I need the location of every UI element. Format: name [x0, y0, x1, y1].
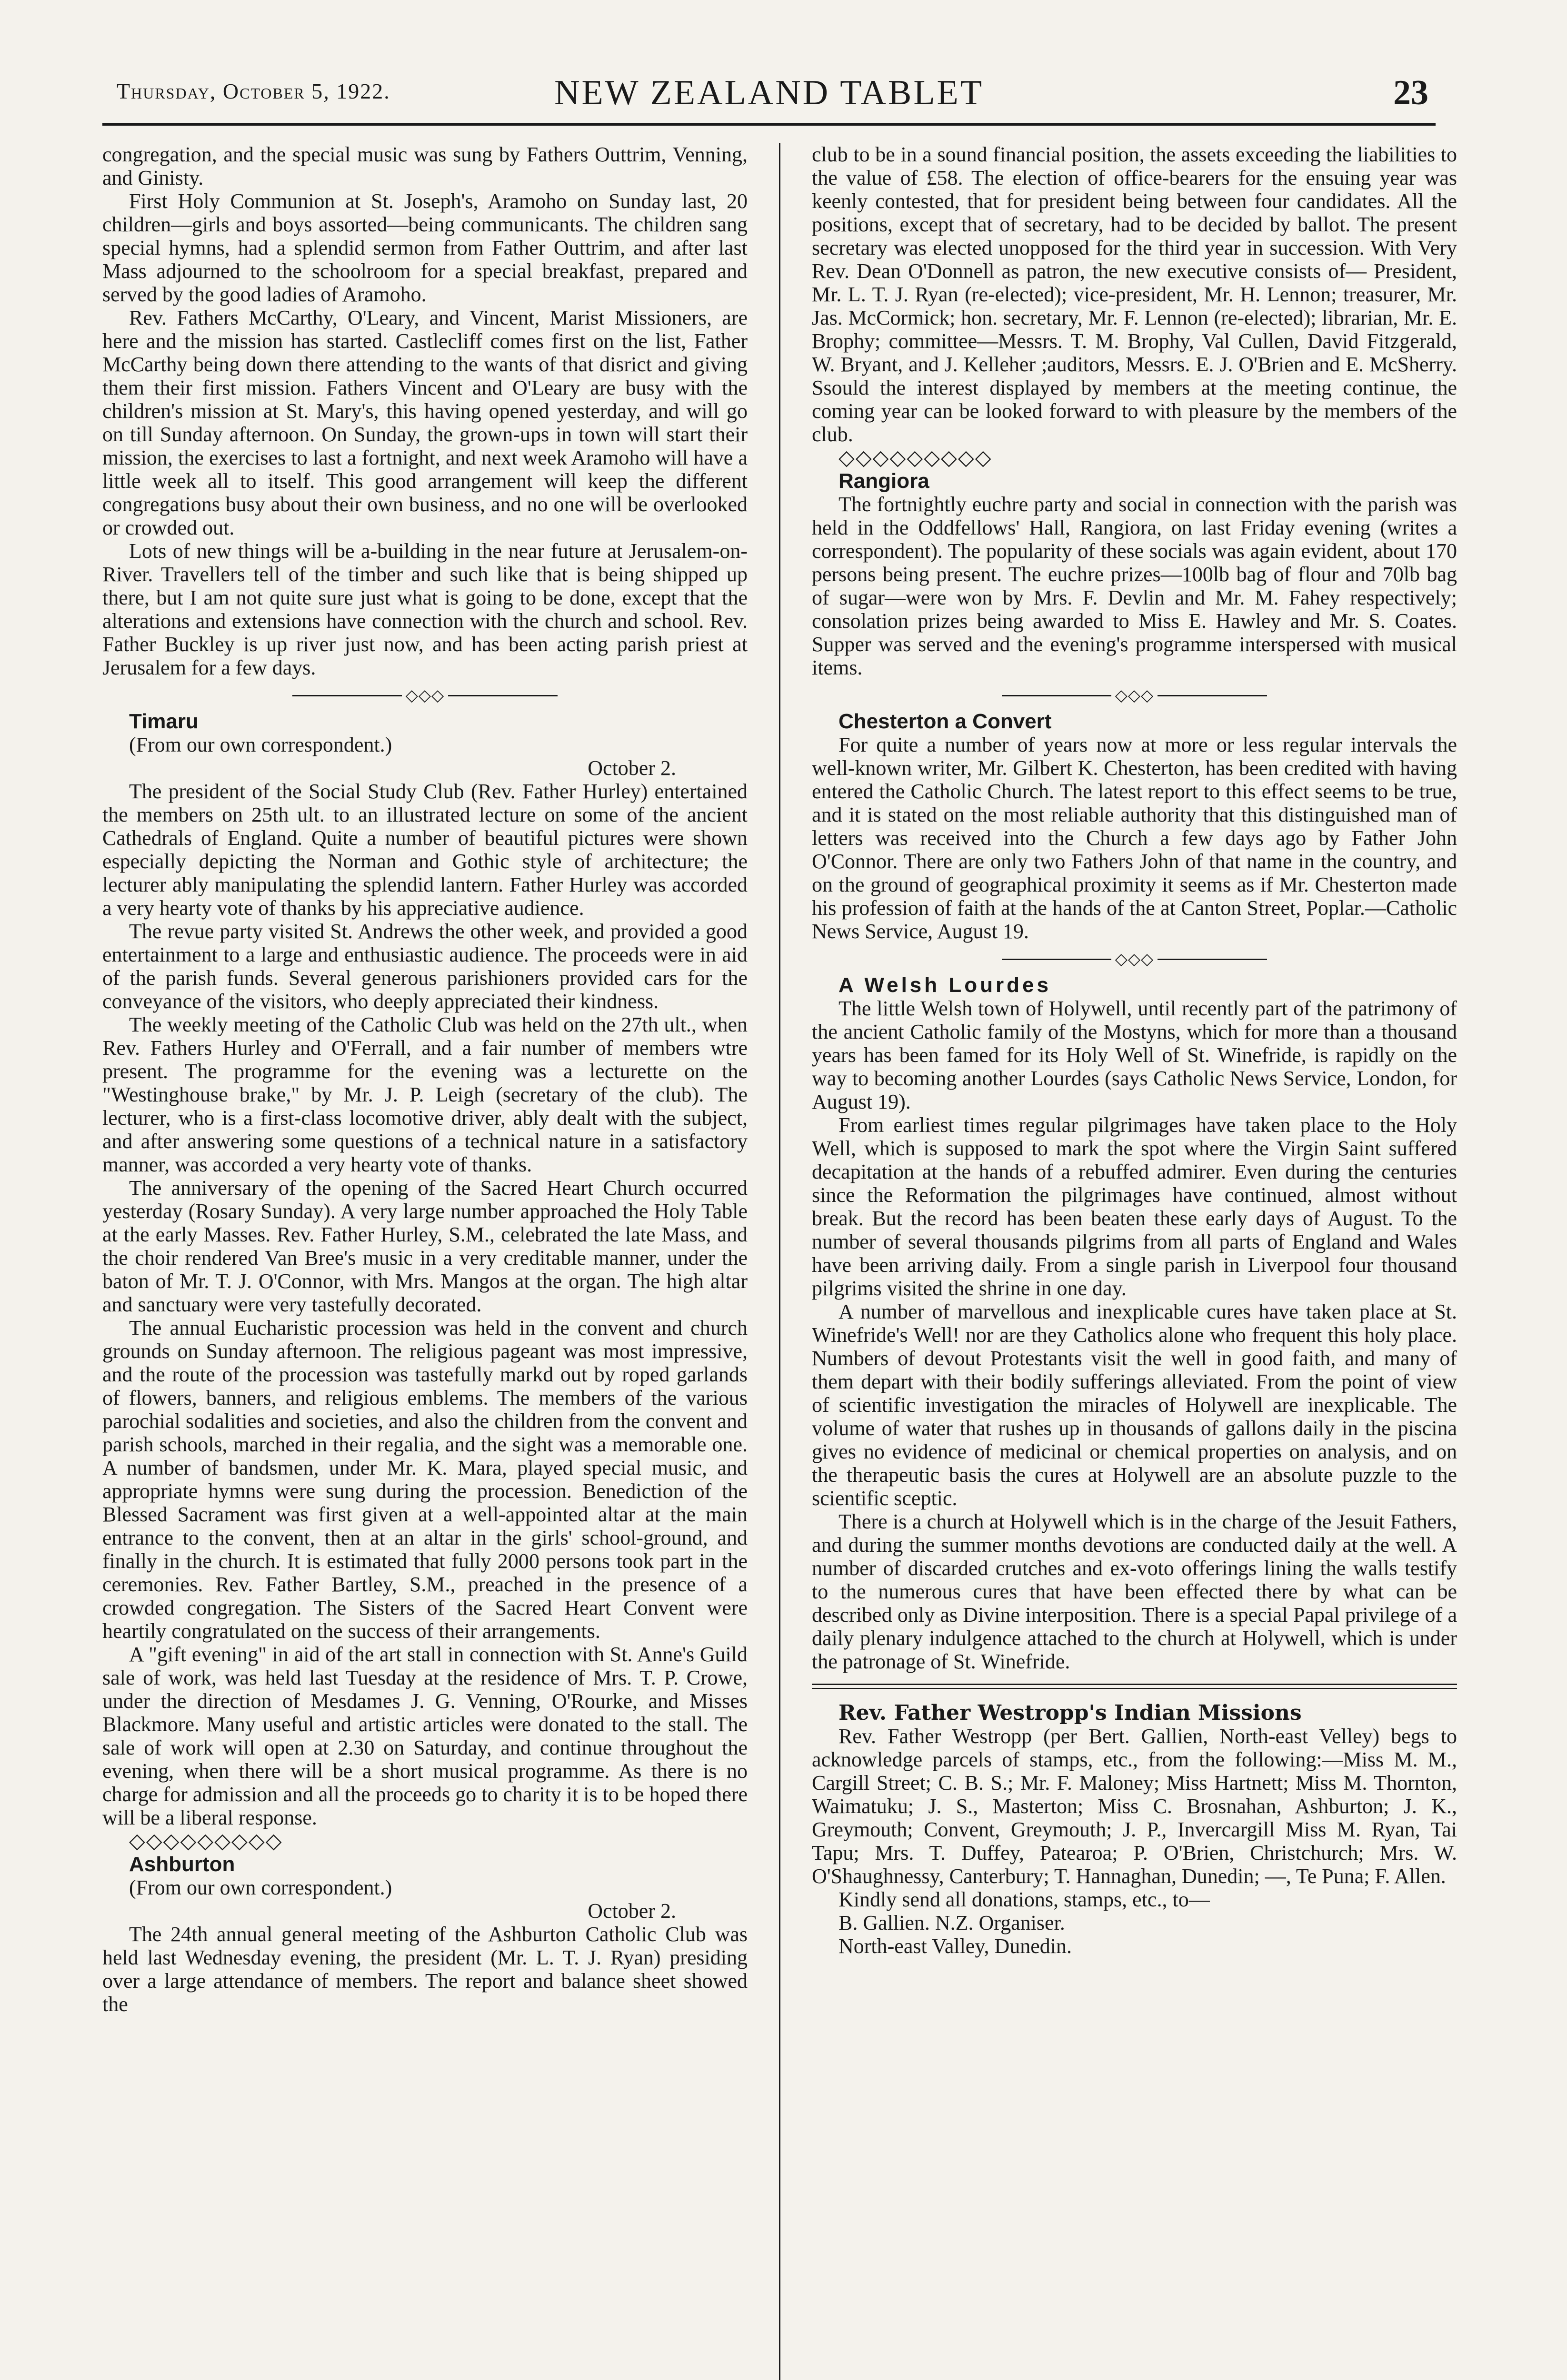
- separator-ornament: ◇◇◇◇◇◇◇◇◇: [838, 446, 992, 469]
- signature: B. Gallien. N.Z. Organiser.: [838, 1911, 1065, 1934]
- section-heading-ashburton: Ashburton: [129, 1853, 235, 1876]
- header-rule: [102, 123, 1436, 126]
- section-heading-chesterton: Chesterton a Convert: [838, 710, 1052, 733]
- left-column: [102, 143, 748, 2016]
- article-paragraph: The weekly meeting of the Catholic Club was held on the 27th ult., when Rev. Fathers Hurley and O'Ferrall, and a fair number of members wtre present. The programme for the evening was a lecturette on the "Westinghouse brake," by Mr. J. P. Leigh (secretary of the club). The lecturer, who is a first-class locomotive driver, ably dealt with the subject, and after answering some questions of a technical nature in a satisfactory manner, was accorded a very hearty vote of thanks.: [102, 1013, 748, 1176]
- correspondent-line: (From our own correspondent.): [129, 733, 392, 756]
- separator-ornament: ◇◇◇: [405, 687, 445, 704]
- dateline: October 2.: [588, 756, 676, 780]
- article-paragraph: For quite a number of years now at more or less regular intervals the well-known writer, Mr. Gilbert K. Chesterton, has been credited with having entered the Catholic Church. The latest report to this effect seems to be true, and it is stated on the most reliable authority that this distinguished man of letters was received into the Church a few days ago by Father John O'Connor. There are only two Fathers John of that name in the country, and on the ground of geographical proximity it seems as if Mr. Chesterton made his profession of faith at the hands of the at Canton Street, Poplar.—Catholic News Service, August 19.: [812, 733, 1457, 943]
- article-paragraph: The little Welsh town of Holywell, until recently part of the patrimony of the ancient Catholic family of the Mostyns, which for more than a thousand years has been famed for its Holy Well of St. Winefride, is rapidly on the way to becoming another Lourdes (says Catholic News Service, London, for August 19).: [812, 997, 1457, 1113]
- article-paragraph: Kindly send all donations, stamps, etc., to—: [838, 1888, 1210, 1911]
- article-paragraph: The fortnightly euchre party and social in connection with the parish was held in the Oddfellows' Hall, Rangiora, on last Friday evening (writes a correspondent). The popularity of these socials was again evident, about 170 persons being present. The euchre prizes—100lb bag of flour and 70lb bag of sugar—were won by Mrs. F. Devlin and Mr. M. Fahey respectively; consolation prizes being awarded to Miss E. Hawley and Mr. S. Coates. Supper was served and the evening's programme interspersed with musical items.: [812, 493, 1457, 679]
- page-number: 23: [1393, 73, 1428, 112]
- separator-ornament: ◇◇◇: [1115, 687, 1154, 704]
- article-paragraph: A "gift evening" in aid of the art stall in connection with St. Anne's Guild sale of work, was held last Tuesday at the residence of Mrs. T. P. Crowe, under the direction of Mesdames J. G. Venning, O'Rourke, and Misses Blackmore. Many useful and artistic articles were donated to the stall. The sale of work will open at 2.30 on Saturday, and continue throughout the evening, when there will be a short musical programme. As there is no charge for admission and all the proceeds go to charity it is to be hoped there will be a liberal response.: [102, 1643, 748, 1829]
- article-paragraph: The 24th annual general meeting of the Ashburton Catholic Club was held last Wednesday evening, the president (Mr. L. T. J. Ryan) presiding over a large attendance of members. The report and balance sheet showed the: [102, 1923, 748, 2016]
- article-paragraph: A number of marvellous and inexplicable cures have taken place at St. Winefride's Well! nor are they Catholics alone who frequent this holy place. Numbers of devout Protestants visit the well in good faith, and many of them depart with their bodily sufferings alleviated. From the point of view of scientific investigation the miracles of Holywell are inexplicable. The volume of water that rushes up in thousands of gallons daily in the piscina gives no evidence of medicinal or chemical properties on analysis, and on the therapeutic basis the cures at Holywell are an absolute puzzle to the scientific sceptic.: [812, 1300, 1457, 1510]
- page-header: [102, 69, 1436, 121]
- box-rule: [812, 1688, 1457, 1689]
- section-separator: [812, 686, 1457, 705]
- separator-ornament: ◇◇◇: [1115, 951, 1154, 968]
- article-paragraph: There is a church at Holywell which is in the charge of the Jesuit Fathers, and during the summer months devotions are conducted daily at the well. A number of discarded crutches and ex-voto offerings lining the walls testify to the numerous cures that have been effected there by what can be described only as Divine interposition. There is a special Papal privilege of a daily plenary indulgence attached to the church at Holywell, which is under the patronage of St. Winefride.: [812, 1510, 1457, 1673]
- article-paragraph: Rev. Fathers McCarthy, O'Leary, and Vincent, Marist Missioners, are here and the mission has started. Castlecliff comes first on the list, Father McCarthy being down there attending to the wants of that disrict and giving them their first mission. Fathers Vincent and O'Leary are busy with the children's mission at St. Mary's, this having opened yesterday, and will go on till Sunday afternoon. On Sunday, the grown-ups in town will start their mission, the exercises to last a fortnight, and next week Aramoho will have a little week all to itself. This good arrangement will keep the different congregations busy about their own business, and no one will be overlooked or crowded out.: [102, 306, 748, 539]
- article-paragraph: Rev. Father Westropp (per Bert. Gallien, North-east Velley) begs to acknowledge parcels of stamps, etc., from the following:—Miss M. M., Cargill Street; C. B. S.; Mr. F. Maloney; Miss Hartnett; Miss M. Thornton, Waimatuku; J. S., Masterton; Miss C. Brosnahan, Ashburton; J. K., Greymouth; Convent, Greymouth; J. P., Invercargill Miss M. Ryan, Tai Tapu; Mrs. T. Duffey, Patearoa; P. O'Brien, Christchurch; Mrs. W. O'Shaughnessy, Canterbury; T. Hannaghan, Dunedin; —, Te Puna; F. Allen.: [812, 1725, 1457, 1888]
- section-heading-indian-missions: Rev. Father Westropp's Indian Missions: [838, 1701, 1302, 1725]
- header-date: Thursday, October 5, 1922.: [117, 79, 390, 103]
- signature-address: North-east Valley, Dunedin.: [838, 1934, 1072, 1958]
- section-heading-rangiora: Rangiora: [838, 469, 929, 493]
- box-rule: [812, 1684, 1457, 1685]
- section-heading-welsh-lourdes: A Welsh Lourdes: [838, 973, 1051, 997]
- separator-ornament: ◇◇◇◇◇◇◇◇◇: [129, 1829, 283, 1853]
- article-paragraph: Lots of new things will be a-building in the near future at Jerusalem-on-River. Travellers tell of the timber and such like that is being shipped up there, but I am not quite sure just what is going to be done, except that the alterations and extensions have connection with the church and school. Rev. Father Buckley is up river just now, and has been acting parish priest at Jerusalem for a few days.: [102, 539, 748, 679]
- dateline: October 2.: [588, 1899, 676, 1923]
- section-separator: [812, 950, 1457, 969]
- article-paragraph: The annual Eucharistic procession was held in the convent and church grounds on Sunday afternoon. The religious pageant was most impressive, and the route of the procession was tastefully markd out by roped garlands of flowers, banners, and religious emblems. The members of the various parochial sodalities and societies, and also the children from the convent and parish schools, marched in their regalia, and the sight was a memorable one. A number of bandsmen, under Mr. K. Mara, played special music, and appropriate hymns were sung during the procession. Benediction of the Blessed Sacrament was first given at a well-appointed altar at the main entrance to the convent, then at an altar in the girls' school-ground, and finally in the church. It is estimated that fully 2000 persons took part in the ceremonies. Rev. Father Bartley, S.M., preached in the presence of a crowded congregation. The Sisters of the Sacred Heart Convent were heartily congratulated on the success of their arrangements.: [102, 1316, 748, 1643]
- header-title: NEW ZEALAND TABLET: [554, 73, 984, 112]
- article-paragraph: The anniversary of the opening of the Sacred Heart Church occurred yesterday (Rosary Sunday). A very large number approached the Holy Table at the early Masses. Rev. Father Hurley, S.M., celebrated the late Mass, and the choir rendered Van Bree's music in a very creditable manner, under the baton of Mr. T. J. O'Connor, with Mrs. Mangos at the organ. The high altar and sanctuary were very tastefully decorated.: [102, 1176, 748, 1316]
- article-paragraph: congregation, and the special music was sung by Fathers Outtrim, Venning, and Ginisty.: [102, 143, 748, 189]
- article-paragraph: club to be in a sound financial position, the assets exceeding the liabilities to the value of £58. The election of office-bearers for the ensuing year was keenly contested, that for president being between four candidates. All the positions, except that of secretary, had to be decided by ballot. The present secretary was elected unopposed for the third year in succession. With Very Rev. Dean O'Donnell as patron, the new executive consists of— President, Mr. L. T. J. Ryan (re-elected); vice-president, Mr. H. Lennon; treasurer, Mr. Jas. McCormick; hon. secretary, Mr. F. Lennon (re-elected); librarian, Mr. E. Brophy; committee—Messrs. T. M. Brophy, Val Cullen, David Fitzgerald, W. Bryant, and J. Kelleher ;auditors, Messrs. E. J. O'Brien and E. McSherry. Ssould the interest displayed by members at the meeting continue, the coming year can be looked forward to with pleasure by the members of the club.: [812, 143, 1457, 446]
- correspondent-line: (From our own correspondent.): [129, 1876, 392, 1899]
- article-paragraph: The president of the Social Study Club (Rev. Father Hurley) entertained the members on 25th ult. to an illustrated lecture on some of the ancient Cathedrals of England. Quite a number of beautiful pictures were shown especially depicting the Norman and Gothic style of architecture; the lecturer ably manipulating the splendid lantern. Father Hurley was accorded a very hearty vote of thanks by his appreciative audience.: [102, 780, 748, 920]
- article-paragraph: First Holy Communion at St. Joseph's, Aramoho on Sunday last, 20 children—girls and boys assorted—being communicants. The children sang special hymns, had a splendid sermon from Father Outtrim, and after last Mass adjourned to the schoolroom for a special breakfast, prepared and served by the good ladies of Aramoho.: [102, 189, 748, 306]
- section-separator: [102, 686, 748, 705]
- column-divider: [779, 143, 780, 2380]
- right-column: [812, 143, 1457, 1958]
- article-paragraph: From earliest times regular pilgrimages have taken place to the Holy Well, which is supposed to mark the spot where the Virgin Saint suffered decapitation at the hands of a rebuffed admirer. Even during the centuries since the Reformation the pilgrimages have continued, almost without break. But the record has been beaten these early days of August. To the number of several thousands pilgrims from all parts of England and Wales have been arriving daily. From a single parish in Liverpool four thousand pilgrims visited the shrine in one day.: [812, 1113, 1457, 1300]
- section-heading-timaru: Timaru: [129, 710, 199, 733]
- article-paragraph: The revue party visited St. Andrews the other week, and provided a good entertainment to a large and enthusiastic audience. The proceeds were in aid of the parish funds. Several generous parishioners provided cars for the conveyance of the visitors, who deeply appreciated their kindness.: [102, 920, 748, 1013]
